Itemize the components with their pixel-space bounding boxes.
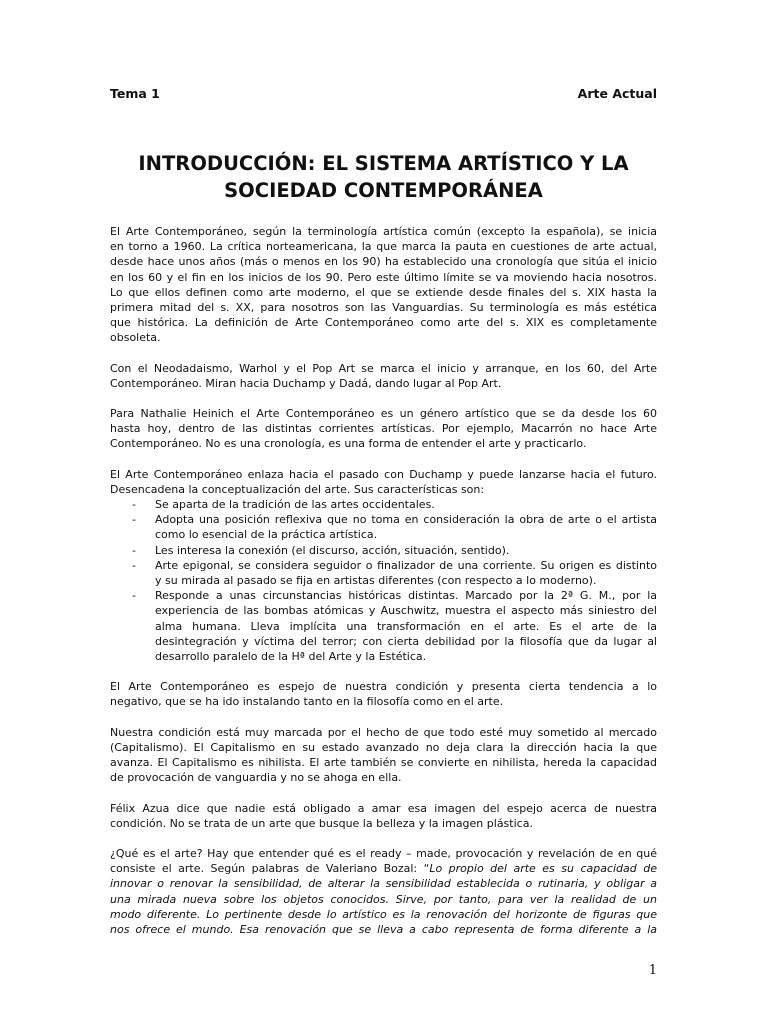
text-line: Responde a unas circunstancias históricas distintas. Marcado por la 2ª G. M., por la <box>155 589 657 603</box>
text-line: Contemporáneo. No es una cronología, es una forma de entender el arte y practicarlo. <box>110 437 587 451</box>
text-line: ¿Qué es el arte? Hay que entender qué es el ready – made, provocación y revelación de en qué <box>110 846 657 860</box>
list-item <box>110 512 657 542</box>
text-line: y su mirada al pasado se fija en artistas diferentes (con respecto a lo moderno). <box>155 574 597 588</box>
text-line: (Capitalismo). El Capitalismo en su estado avanzado no deja clara la dirección hacia la que <box>110 740 657 754</box>
text-line: Adopta una posición reflexiva que no toma en consideración la obra de arte o el artista <box>155 513 657 527</box>
title-line-1: INTRODUCCIÓN: EL SISTEMA ARTÍSTICO Y LA <box>138 152 629 175</box>
bullet-dash: - <box>132 543 136 557</box>
bullet-dash: - <box>132 498 136 512</box>
bullet-dash: - <box>132 513 136 527</box>
text-line: Nuestra condición está muy marcada por el hecho de que todo esté muy sometido al mercado <box>110 725 657 739</box>
bullet-dash: - <box>132 589 136 603</box>
list-item <box>110 558 657 588</box>
title-line-2: SOCIEDAD CONTEMPORÁNEA <box>224 179 543 202</box>
text-line: desintegración y víctima del terror; con cierta debilidad por la filosofía que da lugar al <box>155 634 657 648</box>
list-item <box>110 543 657 558</box>
text-line: obsoleta. <box>110 331 161 345</box>
text-line: en torno a 1960. La crítica norteamericana, la que marca la pauta en cuestiones de arte actual, <box>110 240 657 254</box>
text-line: que histórica. La definición de Arte Contemporáneo como arte del s. XIX es completamente <box>110 316 657 330</box>
page-header <box>110 86 657 104</box>
quote-line: una mirada nueva sobre los objetos conocidos. Sirve, por tanto, para ver la realidad de un <box>110 892 657 906</box>
text-line: alma humana. Lleva implícita una transformación en el arte. Es el arte de la <box>155 619 657 633</box>
text-run: consiste el arte. Según palabras de Valeriano Bozal: “ <box>110 862 430 876</box>
paragraph-8 <box>110 846 657 937</box>
header-course: Arte Actual <box>577 86 657 101</box>
page-number: 1 <box>648 963 657 978</box>
text-line <box>110 861 657 876</box>
text-line: condición. No se trata de un arte que busque la belleza y la imagen plástica. <box>110 816 533 830</box>
paragraph-7 <box>110 801 657 831</box>
header-topic: Tema 1 <box>110 86 160 101</box>
document-title <box>110 150 657 204</box>
text-line: desde hace unos años (más o menos en los 90) ha establecido una cronología que sitúa el inicio <box>110 255 657 269</box>
quote-line: modo diferente. Lo pertinente desde lo artístico es la renovación del horizonte de figuras que <box>110 907 657 921</box>
text-line: de provocación de vanguardia y no se ahoga en ella. <box>110 771 402 785</box>
quote-run: Lo propio del arte es su capacidad de <box>429 862 658 876</box>
paragraph-1 <box>110 224 657 346</box>
text-line: Félix Azua dice que nadie está obligado a amar esa imagen del espejo acerca de nuestra <box>110 801 657 815</box>
text-line: experiencia de las bombas atómicas y Auschwitz, muestra el aspecto más siniestro del <box>155 604 657 618</box>
paragraph-6 <box>110 725 657 786</box>
paragraph-5 <box>110 679 657 709</box>
list-item <box>110 588 657 664</box>
text-line: avanza. El Capitalismo es nihilista. El arte también se convierte en nihilista, hereda la capacidad <box>110 756 657 770</box>
text-line: Contemporáneo. Miran hacia Duchamp y Dadá, dando lugar al Pop Art. <box>110 376 502 390</box>
characteristics-list <box>110 497 657 664</box>
text-line: negativo, que se ha ido instalando tanto en la filosofía como en el arte. <box>110 695 504 709</box>
text-line: El Arte Contemporáneo es espejo de nuestra condición y presenta cierta tendencia a lo <box>110 680 657 694</box>
text-line: hasta hoy, dentro de las distintas corrientes artísticas. Por ejemplo, Macarrón no hace Arte <box>110 422 657 436</box>
text-line: Con el Neodadaismo, Warhol y el Pop Art se marca el inicio y arranque, en los 60, del Arte <box>110 361 657 375</box>
paragraph-2 <box>110 361 657 391</box>
paragraph-3 <box>110 406 657 452</box>
quote-line: nos ofrece el mundo. Esa renovación que se lleva a cabo representa de forma diferente a la <box>110 922 657 936</box>
list-item <box>110 497 657 512</box>
text-line: El Arte Contemporáneo, según la terminología artística común (excepto la española), se inicia <box>110 225 657 238</box>
text-line: desarrollo paralelo de la Hª del Arte y la Estética. <box>155 650 427 664</box>
paragraph-4 <box>110 467 657 497</box>
text-line: en los 60 y el fin en los inicios de los 90. Pero este último límite se va moviendo hacia nosotros. <box>110 270 657 284</box>
text-line: El Arte Contemporáneo enlaza hacia el pasado con Duchamp y puede lanzarse hacia el futuro. <box>110 467 657 481</box>
text-line: Arte epigonal, se considera seguidor o finalizador de una corriente. Su origen es distinto <box>155 558 657 572</box>
text-line: Les interesa la conexión (el discurso, acción, situación, sentido). <box>155 543 510 557</box>
bullet-dash: - <box>132 558 136 572</box>
text-line: Para Nathalie Heinich el Arte Contemporáneo es un género artístico que se da desde los 60 <box>110 407 657 421</box>
text-line: Lo que ellos definen como arte moderno, el que se extiende desde finales del s. XIX hasta la <box>110 285 657 299</box>
text-line: Se aparta de la tradición de las artes occidentales. <box>155 498 435 512</box>
document-body <box>110 224 657 937</box>
text-line: como lo esencial de la práctica artística. <box>155 528 378 542</box>
text-line: Desencadena la conceptualización del arte. Sus características son: <box>110 482 485 496</box>
quote-line: innovar o renovar la sensibilidad, de alterar la sensibilidad establecida o rutinaria, y obligar a <box>110 877 657 891</box>
text-line: primera mitad del s. XX, para nosotros son las Vanguardias. Su terminología es más estética <box>110 301 657 315</box>
